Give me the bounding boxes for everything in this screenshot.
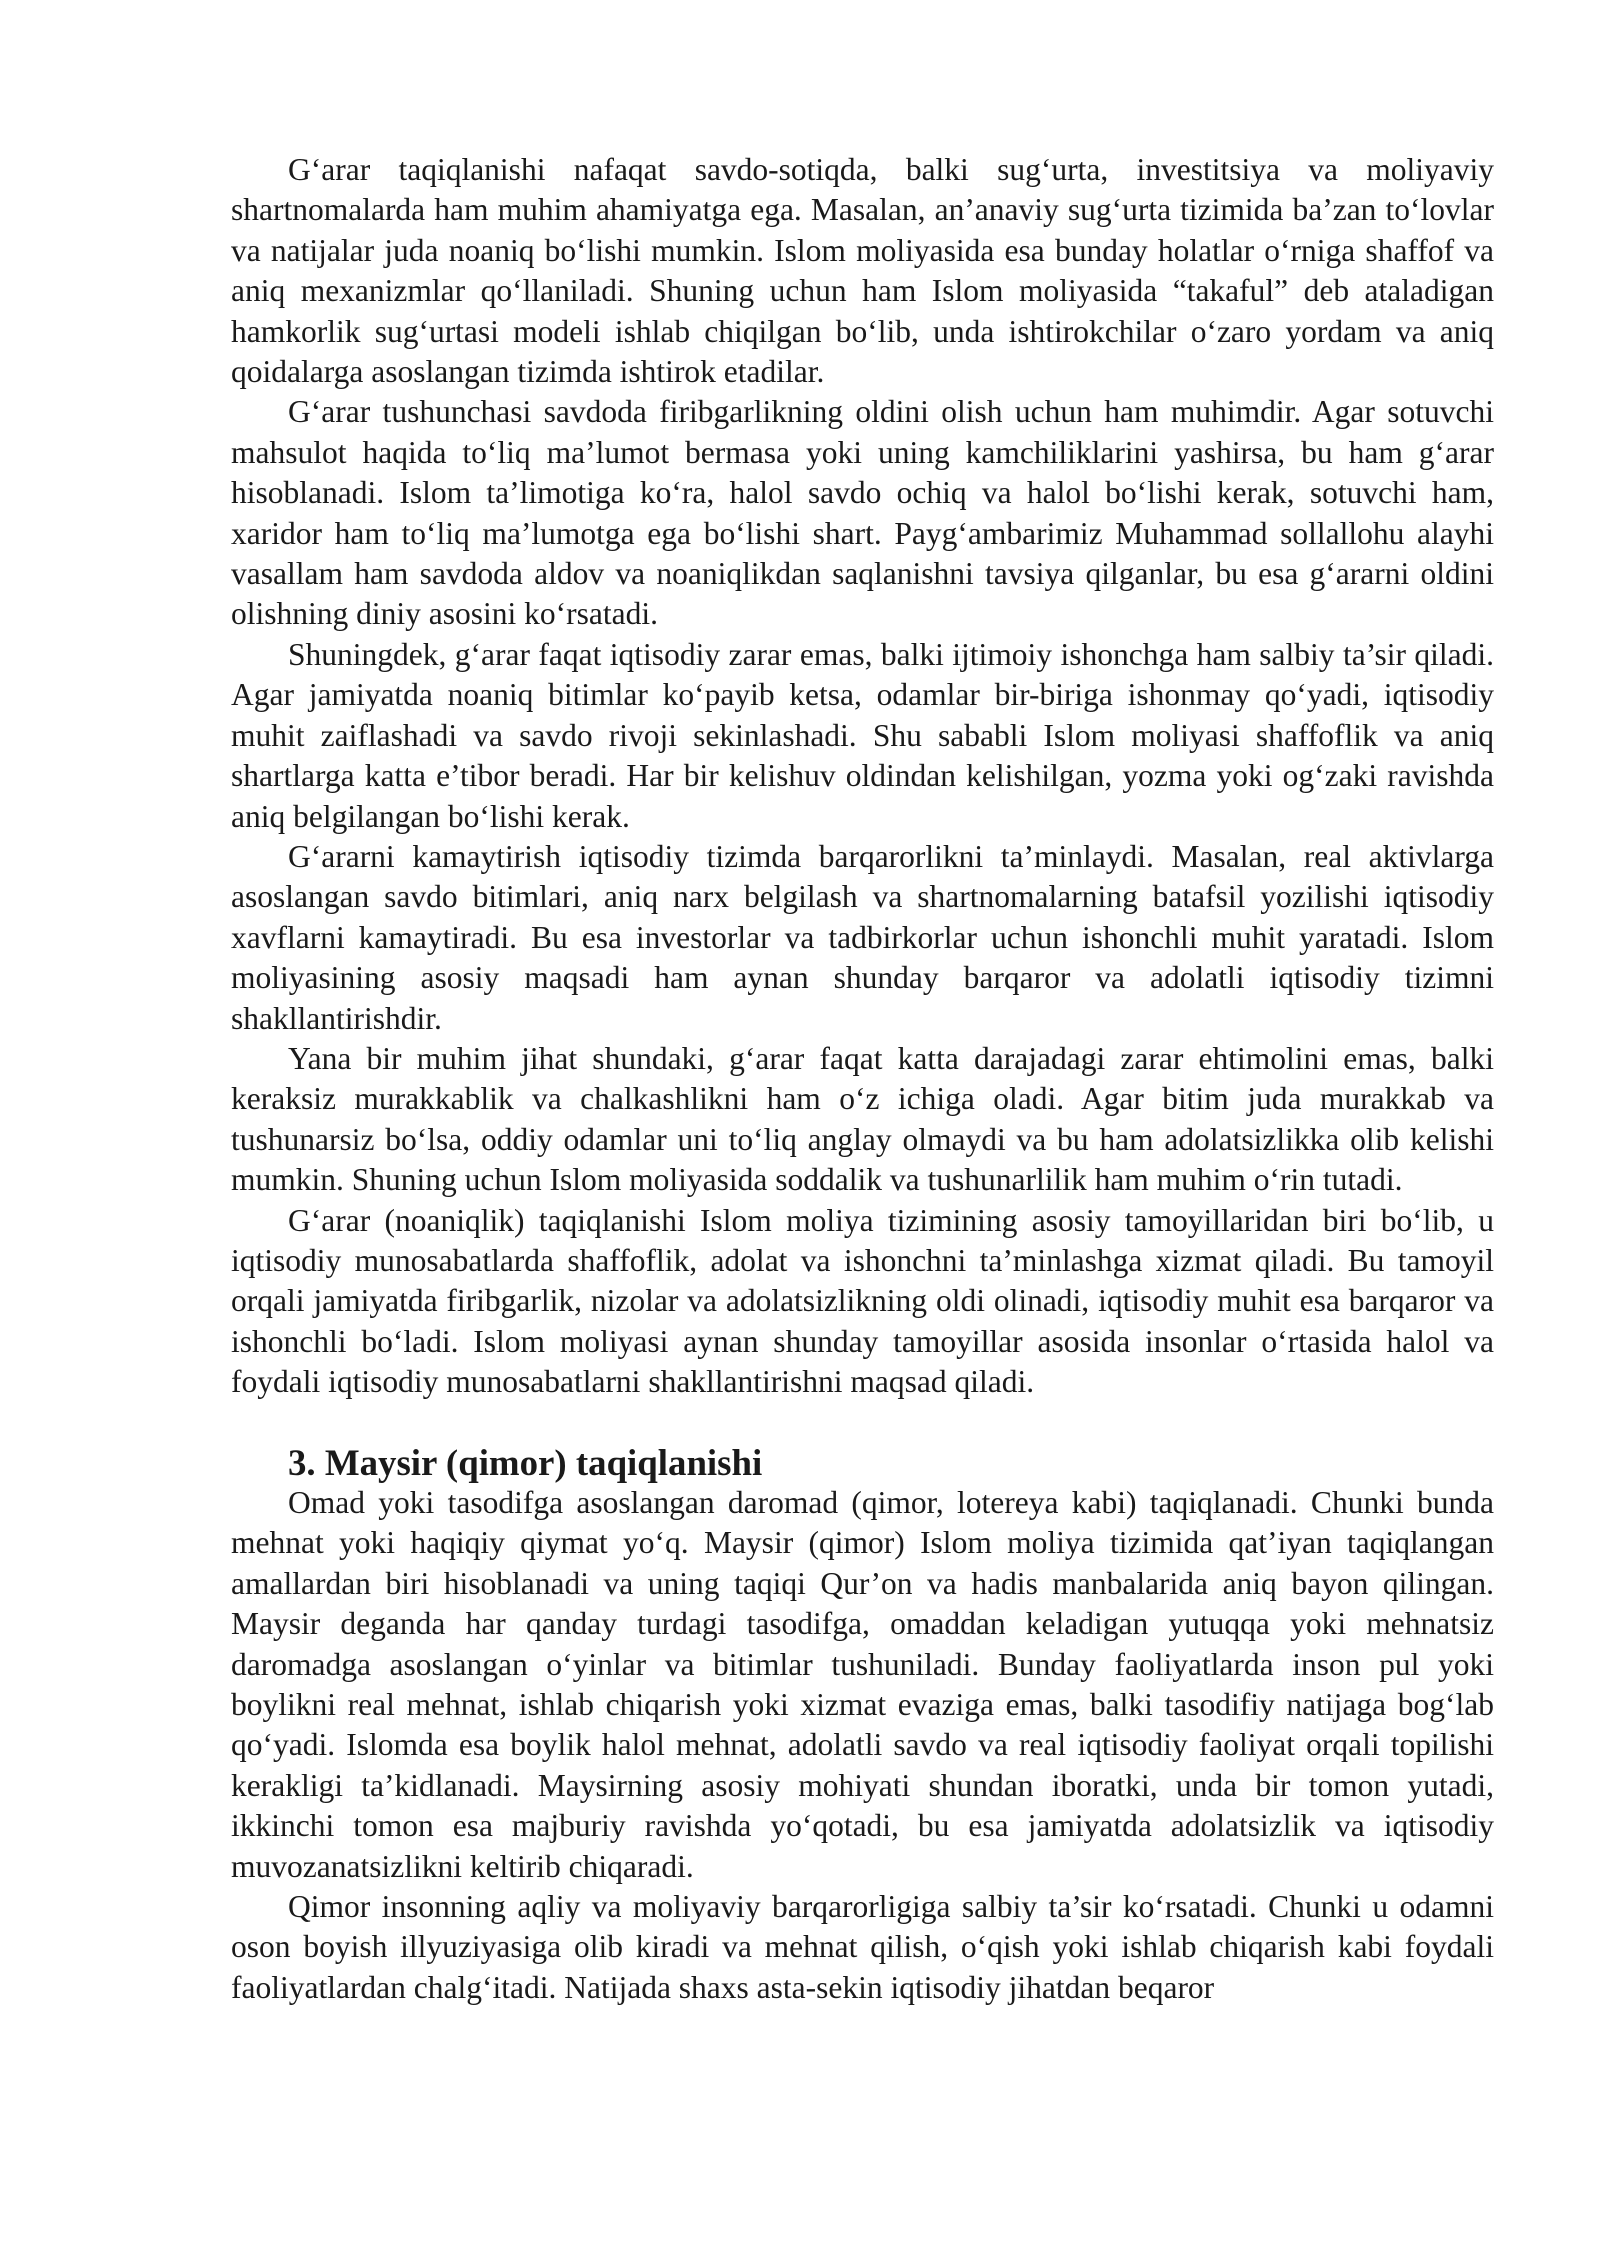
paragraph-gharar-complexity: Yana bir muhim jihat shundaki, g‘arar faqat katta darajadagi zarar ehtimolini emas, balki keraksiz murakkablik va chalkashlikni ham o‘z ichiga oladi. Agar bitim juda murakkab va tushunarsiz bo‘lsa, oddiy odamlar uni to‘liq anglay olmaydi va bu ham adolatsizlikka olib kelishi mumkin. Shuning uchun Islom moliyasida soddalik va tushunarlilik ham muhim o‘rin tutadi. bbox=[231, 1040, 1494, 1198]
paragraph-maysir-definition: Omad yoki tasodifga asoslangan daromad (qimor, lotereya kabi) taqiqlanadi. Chunki bunda mehnat yoki haqiqiy qiymat yo‘q. Maysir (qimor) Islom moliya tizimida qat’iyan taqiqlangan amallardan biri hisoblanadi va uning taqiqi Qur’on va hadis manbalarida aniq bayon qilingan. Maysir deganda har qanday turdagi tasodifga, omaddan keladigan yutuqqa yoki mehnatsiz daromadga asoslangan o‘yinlar va bitimlar tushuniladi. Bunday faoliyatlarda inson pul yoki boylikni real mehnat, ishlab chiqarish yoki xizmat evaziga emas, balki tasodifiy natijaga bog‘lab qo‘yadi. Islomda esa boylik halol mehnat, adolatli savdo va real iqtisodiy faoliyat orqali topilishi kerakligi ta’kidlanadi. Maysirning asosiy mohiyati shundan iboratki, unda bir tomon yutadi, ikkinchi tomon esa majburiy ravishda yo‘qotadi, bu esa jamiyatda adolatsizlik va iqtisodiy muvozanatsizlikni keltirib chiqaradi. bbox=[231, 1485, 1494, 1884]
paragraph-gharar-fraud: G‘arar tushunchasi savdoda firibgarlikning oldini olish uchun ham muhimdir. Agar sotuvchi mahsulot haqida to‘liq ma’lumot bermasa yoki uning kamchiliklarini yashirsa, bu ham g‘arar hisoblanadi. Islom ta’limotiga ko‘ra, halol savdo ochiq va halol bo‘lishi kerak, sotuvchi ham, xaridor ham to‘liq ma’lumotga ega bo‘lishi shart. Payg‘ambarimiz Muhammad sollallohu alayhi vasallam ham savdoda aldov va noaniqlikdan saqlanishni tavsiya qilganlar, bu esa g‘ararni oldini olishning diniy asosini ko‘rsatadi. bbox=[231, 394, 1494, 632]
paragraph-gharar-insurance: G‘arar taqiqlanishi nafaqat savdo-sotiqda, balki sug‘urta, investitsiya va moliyaviy shartnomalarda ham muhim ahamiyatga ega. Masalan, an’anaviy sug‘urta tizimida ba’zan to‘lovlar va natijalar juda noaniq bo‘lishi mumkin. Islom moliyasida esa bunday holatlar o‘rniga shaffof va aniq mexanizmlar qo‘llaniladi. Shuning uchun ham Islom moliyasida “takaful” deb ataladigan hamkorlik sug‘urtasi modeli ishlab chiqilgan bo‘lib, unda ishtirokchilar o‘zaro yordam va aniq qoidalarga asoslangan tizimda ishtirok etadilar. bbox=[231, 152, 1494, 390]
section-heading-maysir: 3. Maysir (qimor) taqiqlanishi bbox=[288, 1441, 763, 1483]
paragraph-gharar-social-trust: Shuningdek, g‘arar faqat iqtisodiy zarar emas, balki ijtimoiy ishonchga ham salbiy ta’sir qiladi. Agar jamiyatda noaniq bitimlar ko‘payib ketsa, odamlar bir-biriga ishonmay qo‘yadi, iqtisodiy muhit zaiflashadi va savdo rivoji sekinlashadi. Shu sababli Islom moliyasi shaffoflik va aniq shartlarga katta e’tibor beradi. Har bir kelishuv oldindan kelishilgan, yozma yoki og‘zaki ravishda aniq belgilangan bo‘lishi kerak. bbox=[231, 636, 1494, 834]
paragraph-gharar-summary: G‘arar (noaniqlik) taqiqlanishi Islom moliya tizimining asosiy tamoyillaridan biri bo‘lib, u iqtisodiy munosabatlarda shaffoflik, adolat va ishonchni ta’minlashga xizmat qiladi. Bu tamoyil orqali jamiyatda firibgarlik, nizolar va adolatsizlikning oldi olinadi, iqtisodiy muhit esa barqaror va ishonchli bo‘ladi. Islom moliyasi aynan shunday tamoyillar asosida insonlar o‘rtasida halol va foydali iqtisodiy munosabatlarni shakllantirishni maqsad qiladi. bbox=[231, 1202, 1494, 1400]
document-page bbox=[231, 150, 1494, 2008]
paragraph-gharar-stability: G‘ararni kamaytirish iqtisodiy tizimda barqarorlikni ta’minlaydi. Masalan, real aktivlarga asoslangan savdo bitimlari, aniq narx belgilash va shartnomalarning batafsil yozilishi iqtisodiy xavflarni kamaytiradi. Bu esa investorlar va tadbirkorlar uchun ishonchli muhit yaratadi. Islom moliyasining asosiy maqsadi ham aynan shunday barqaror va adolatli iqtisodiy tizimni shakllantirishdir. bbox=[231, 838, 1494, 1036]
paragraph-maysir-effects: Qimor insonning aqliy va moliyaviy barqarorligiga salbiy ta’sir ko‘rsatadi. Chunki u odamni oson boyish illyuziyasiga olib kiradi va mehnat qilish, o‘qish yoki ishlab chiqarish kabi foydali faoliyatlardan chalg‘itadi. Natijada shaxs asta-sekin iqtisodiy jihatdan beqaror bbox=[231, 1889, 1494, 2005]
